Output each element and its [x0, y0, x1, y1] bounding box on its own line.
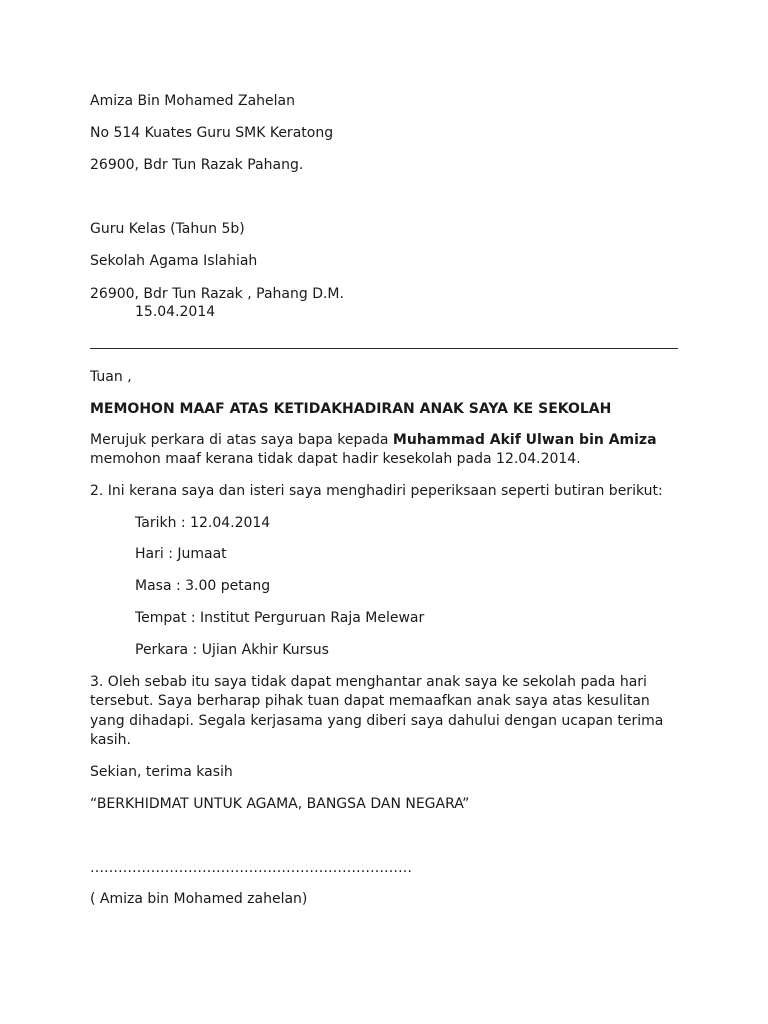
detail-perkara: Perkara : Ujian Akhir Kursus: [135, 642, 329, 658]
paragraph-3-line-4: kasih.: [90, 732, 131, 748]
recipient-school: Sekolah Agama Islahiah: [90, 253, 258, 269]
paragraph-1-line-2: memohon maaf kerana tidak dapat hadir kesekolah pada 12.04.2014.: [90, 451, 581, 467]
signature-line: ……………………………………………………………: [90, 860, 412, 876]
detail-tarikh: Tarikh : 12.04.2014: [135, 515, 271, 531]
recipient-address: 26900, Bdr Tun Razak , Pahang D.M.: [90, 286, 344, 302]
paragraph-3-line-1: 3. Oleh sebab itu saya tidak dapat menghantar anak saya ke sekolah pada hari: [90, 674, 647, 690]
sender-address-line-2: 26900, Bdr Tun Razak Pahang.: [90, 157, 304, 173]
paragraph-2: 2. Ini kerana saya dan isteri saya menghadiri peperiksaan seperti butiran berikut:: [90, 483, 663, 499]
detail-hari: Hari : Jumaat: [135, 546, 227, 562]
paragraph-3-line-2: tersebut. Saya berharap pihak tuan dapat memaafkan anak saya atas kesulitan: [90, 693, 650, 709]
detail-masa: Masa : 3.00 petang: [135, 578, 271, 594]
salutation: Tuan ,: [90, 369, 132, 385]
closing: Sekian, terima kasih: [90, 764, 233, 780]
motto: “BERKHIDMAT UNTUK AGAMA, BANGSA DAN NEGARA”: [90, 796, 470, 812]
letter-subject: MEMOHON MAAF ATAS KETIDAKHADIRAN ANAK SAYA KE SEKOLAH: [90, 401, 612, 417]
paragraph-1-text: Merujuk perkara di atas saya bapa kepada: [90, 432, 393, 448]
paragraph-1-line-1: [90, 430, 657, 450]
sender-address-line-1: No 514 Kuates Guru SMK Keratong: [90, 125, 334, 141]
detail-tempat: Tempat : Institut Perguruan Raja Melewar: [135, 610, 425, 626]
paragraph-3-line-3: yang dihadapi. Segala kerjasama yang diberi saya dahului dengan ucapan terima: [90, 713, 664, 729]
signature-name: ( Amiza bin Mohamed zahelan): [90, 891, 308, 907]
recipient-title: Guru Kelas (Tahun 5b): [90, 221, 245, 237]
separator-line: [90, 348, 678, 349]
letter-date: 15.04.2014: [135, 304, 216, 320]
child-name: Muhammad Akif Ulwan bin Amiza: [392, 432, 657, 448]
sender-name: Amiza Bin Mohamed Zahelan: [90, 93, 295, 109]
